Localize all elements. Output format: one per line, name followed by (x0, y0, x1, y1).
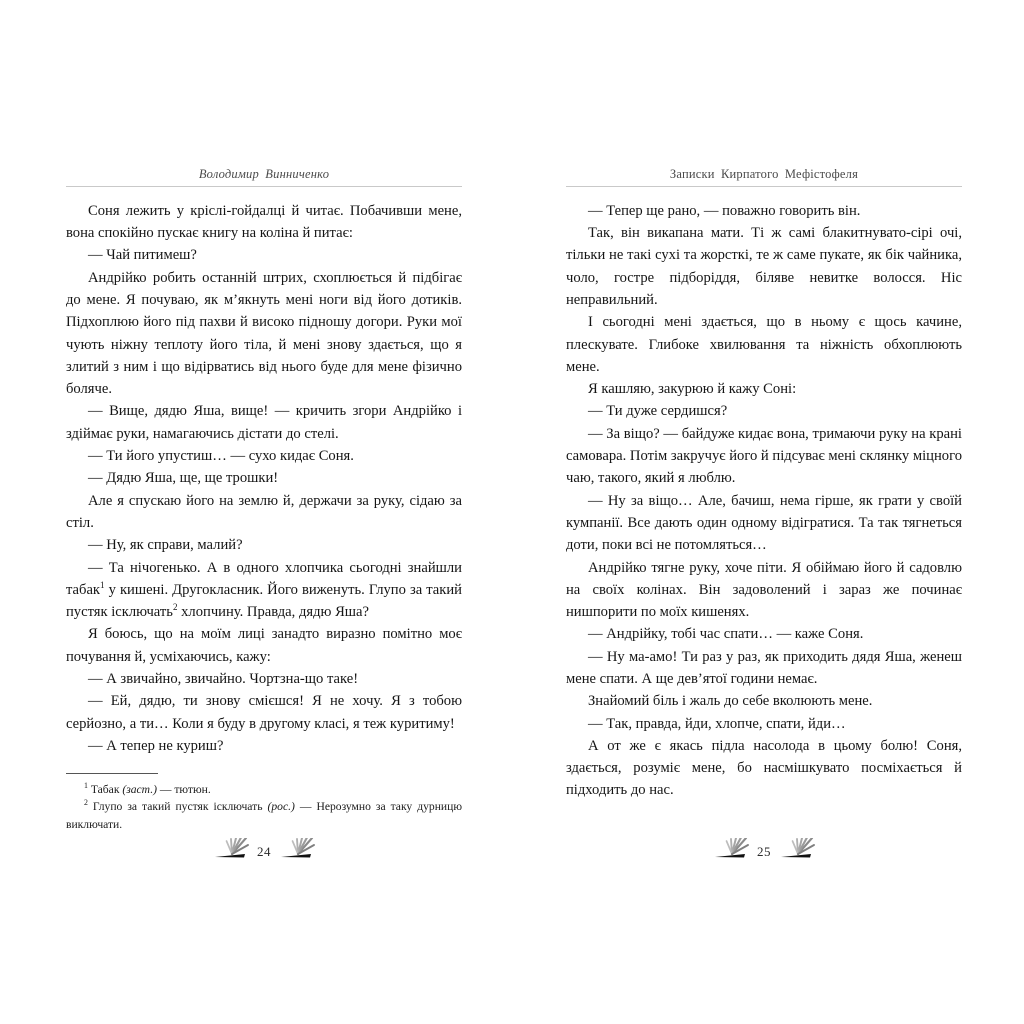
paragraph: А от же є якась підла насолода в цьому болю! Соня, здається, розуміє мене, бо насмішкувато посміхається й підходить до нас. (566, 737, 962, 799)
footnote-marker: 2 (84, 798, 88, 808)
paragraph: — Ну ма-амо! Ти раз у раз, як приходить дядя Яша, женеш мене спати. А ще дев’ятої години немає. (566, 648, 962, 687)
paragraph: І сьогодні мені здається, що в ньому є щось качине, плескувате. Глибоке хвилювання та ніжність обхоплюють мене. (566, 314, 962, 375)
paragraph: Я кашляю, закурюю й кажу Соні: (588, 381, 797, 398)
paragraph: — Ти дуже сердишся? (588, 403, 728, 420)
page-number: 24 (257, 843, 271, 859)
paragraph: Я боюсь, що на моїм лиці занадто виразно помітно моє почування й, усміхаючись, кажу: (66, 626, 462, 665)
right-page-body (566, 200, 962, 802)
left-page-body (66, 200, 462, 757)
fan-ornament-icon (211, 838, 251, 865)
paragraph: Андрійко тягне руку, хоче піти. Я обіймаю його й садовлю на своїх колінах. Він задоволений і зараз же починає нишпорити по моїх кишенях. (566, 559, 962, 621)
paragraph: — Андрійку, тобі час спати… — каже Соня. (588, 626, 864, 643)
paragraph: Знайомий біль і жаль до себе вколюють мене. (588, 693, 873, 710)
right-running-head: Записки Кирпатого Мефістофеля (669, 167, 859, 181)
footnote-source-tag: (рос.) (267, 800, 295, 814)
left-header-rule (66, 186, 462, 187)
fan-ornament-icon (711, 838, 751, 865)
footnote-item: $^2$ Глупо за такий пустяк ісключать (рос.) — Нерозумно за таку дурницю виключати. (66, 798, 462, 831)
paragraph: Соня лежить у кріслі-гойдалці й читає. Побачивши мене, вона спокійно пускає книгу на коліна й питає: (66, 202, 462, 242)
right-folio (566, 838, 962, 865)
paragraph: — Ти його упустиш… — сухо кидає Соня. (88, 448, 354, 465)
footnote-marker: 1 (84, 781, 88, 791)
footnote-block (66, 773, 462, 833)
footnote-source-tag: (заст.) (122, 783, 157, 797)
paragraph: — А тепер не куриш? (88, 737, 224, 754)
left-page (66, 168, 462, 833)
paragraph-with-footnote-refs: — Та нічогенько. А в одного хлопчика сьогодні знайшли табак$^1$ у кишені. Другокласник. Його виженуть. Глупо за такий пустяк ісключать$^2$ хлопчину. Правда, дядю Яша? (66, 559, 462, 621)
paragraph: — Чай питимеш? (88, 247, 197, 264)
paragraph: — За віщо? — байдуже кидає вона, тримаючи руку на крані самовара. Потім закручує його й підсуває мені склянку міцного чаю, такого, який я люблю. (566, 425, 962, 487)
paragraph: — Ну за віщо… Але, бачиш, нема гірше, як грати у своїй кумпанії. Все дають один одному відігратися. Та так тягнеться доти, поки всі не потомляться… (566, 492, 962, 554)
footnote-reference[interactable]: 2 (172, 602, 178, 613)
paragraph: — Тепер ще рано, — поважно говорить він. (588, 202, 861, 219)
paragraph: — Ну, як справи, малий? (88, 537, 243, 554)
left-running-head: Володимир Винниченко (198, 167, 330, 181)
fan-ornament-icon (777, 838, 817, 865)
page-number: 25 (757, 843, 771, 859)
footnote-item: $^1$ Табак (заст.) — тютюн. (84, 781, 211, 797)
paragraph: Андрійко робить останній штрих, схоплюється й підбігає до мене. Я почуваю, як м’якнуть мені ноги від його дотиків. Підхоплюю його під пахви й високо підношу догори. Руки мої чують ніжну теплоту його тіла, й мені знову здається, що я злитий з ним і що відірватись від нього буде для мене фізично боляче. (66, 269, 462, 398)
paragraph: — А звичайно, звичайно. Чортзна-що таке! (88, 670, 359, 687)
paragraph: — Ей, дядю, ти знову смієшся! Я не хочу. Я з тобою серйозно, а ти… Коли я буду в другому класі, я теж куритиму! (66, 693, 462, 732)
right-page (566, 168, 962, 802)
footnote-reference[interactable]: 1 (100, 579, 105, 590)
left-folio (66, 838, 462, 865)
paragraph: — Дядю Яша, ще, ще трошки! (88, 470, 279, 487)
paragraph: — Так, правда, йди, хлопче, спати, йди… (588, 715, 846, 732)
paragraph: — Вище, дядю Яша, вище! — кричить згори Андрійко і здіймає руки, намагаючись дістати до стелі. (66, 403, 462, 442)
fan-ornament-icon (277, 838, 317, 865)
paragraph: Так, він викапана мати. Ті ж самі блакитнувато-сірі очі, тільки не такі сухі та жорсткі, те ж саме пукате, як бік чайника, чоло, гостре підборіддя, біляве невитке волосся. Ніс неправильний. (566, 225, 962, 308)
footnote-separator-rule (66, 773, 158, 774)
right-header-rule (566, 186, 962, 187)
paragraph: Але я спускаю його на землю й, держачи за руку, сідаю за стіл. (66, 492, 462, 531)
